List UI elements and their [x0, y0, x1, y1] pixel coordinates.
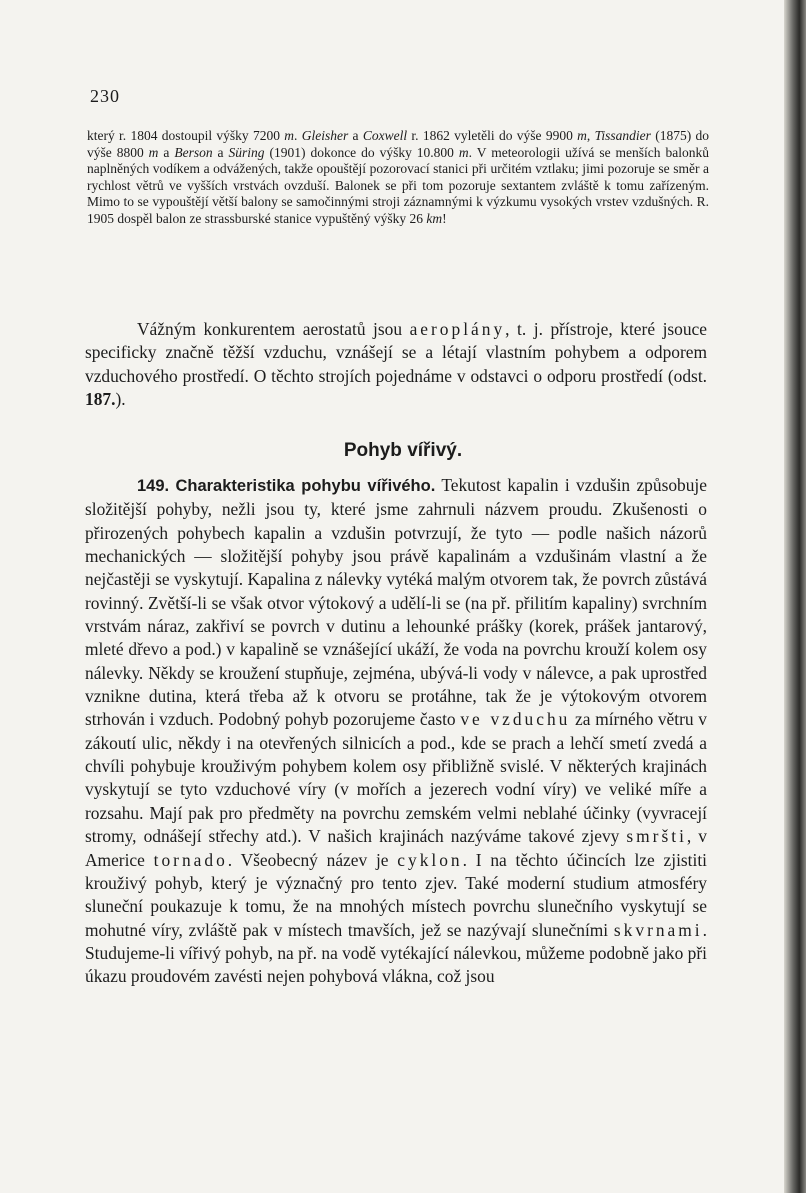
name-gleisher: Gleisher	[301, 128, 349, 143]
name-berson: Berson	[174, 144, 213, 160]
section-title: Charakteristika pohybu vířivého.	[175, 477, 436, 495]
spaced-term-aeroplany: aeroplány	[409, 319, 506, 339]
paragraph-vortex-motion: 149. Charakteristika pohybu vířivého. Tekutost kapalin i vzdušin způsobuje složitější pohyby, nežli jsou ty, které jsme zahrnuli názvem proudu. Zkušenosti o přirozených pohybech kapalin a vzdušin potvrzují, že tyto — podle našich názorů mechanických — složitější pohyby jsou právě kapalinám a vzdušinám vlastní a že nejčastěji se vyskytují. Kapalina z nálevky vytéká malým otvorem tak, že povrch zůstává rovinný. Zvětší-li se však otvor výtokový a udělí-li se (na př. přilitím kapaliny) svrchním vrstvám náraz, zakřiví se povrch v dutinu a lehounké prášky (korek, prášek jantarový, mleté dřevo a pod.) v kapalině se vznášející ukáží, že voda na povrchu krouží kolem osy nálevky. Někdy se kroužení stupňuje, zejména, ubývá-li vody v nálevce, a pak uprostřed vznikne dutina, která třeba až k otvoru se protáhne, tak že je výtokovým otvorem strhován i vzduch. Podobný pohyb pozorujeme často ve vzduchu za mírného větru v zákoutí ulic, někdy i na otevřených silnicích a pod., kde se prach a lehčí smetí zvedá a chvíli pohybuje krouživým pohybem kolem osy přibližně svislé. V některých krajinách vyskytují se tyto vzduchové víry (v mořích a jezerech vodní víry) ve veliké míře a rozsahu. Mají pak pro předměty na povrchu zemském velmi neblahé účinky (vyvracejí stromy, odnášejí střechy atd.). V našich krajinách nazýváme takové zjevy smršti, v Americe tornado. Všeobecný název je cyklon. I na těchto účincích lze zjistiti krouživý pohyb, který je význačný pro tento zjev. Také moderní studium atmosféry sluneční poukazuje k tomu, že na mnohých místech povrchu slunečního vyskytují se mohutné víry, zvláště pak v místech tmavších, jež se nazývají slunečními skvrnami. Studujeme-li vířivý pohyb, na př. na vodě vytékající nálevkou, můžeme podobně jako při úkazu proudovém zavésti nejen pohybová vlákna, což jsou	[85, 475, 708, 987]
name-tissandier: Tissandier	[594, 128, 651, 143]
spaced-term-cyklon: cyklon	[397, 849, 463, 870]
spaced-term-ve-vzduchu: ve vzduchu	[460, 709, 571, 730]
section-reference: 187.	[85, 389, 116, 410]
page-number: 230	[90, 86, 120, 106]
small-print-paragraph: který r. 1804 dostoupil výšky 7200 m. Gleisher a Coxwell r. 1862 vyletěli do výše 9900 m, Tissandier (1875) do výše 8800 m a Berson a Süring (1901) dokonce do výšky 10.800 m. V meteorologii užívá se menších balonků naplněných vodíkem a odvážených, takže opouštějí pozorovací stanici při určitém vztlaku; jimi pozoruje se směr a rychlost větrů ve vyšších vrstvách ovzduší. Balonek se při tom pozoruje sextantem zvláště k tomu zařízeným. Mimo to se vypouštějí větší balony se samočinnými stroji záznamnými k výzkumu vysokých vrstev vzdušných. R. 1905 dospěl balon ze strassburské stanice vypuštěný výšky 26 km!	[87, 128, 710, 226]
paragraph-aeroplanes: Vážným konkurentem aerostatů jsou aeroplány, t. j. přístroje, které jsouce specificky značně těžší vzduchu, vznášejí se a létají vlastním pohybem a odporem vzduchového prostředí. O těchto strojích pojednáme v odstavci o odporu prostředí (odst. 187.).	[85, 319, 707, 410]
spaced-term-tornado: tornado	[153, 849, 228, 870]
name-coxwell: Coxwell	[362, 128, 408, 143]
name-suring: Süring	[228, 144, 265, 160]
page-edge-shadow	[784, 0, 806, 1193]
spaced-term-smrsti: smršti	[626, 826, 687, 847]
section-number: 149.	[137, 477, 170, 495]
spaced-term-skvrnami: skvrnami	[613, 919, 703, 940]
section-heading: Pohyb vířivý.	[343, 440, 463, 461]
